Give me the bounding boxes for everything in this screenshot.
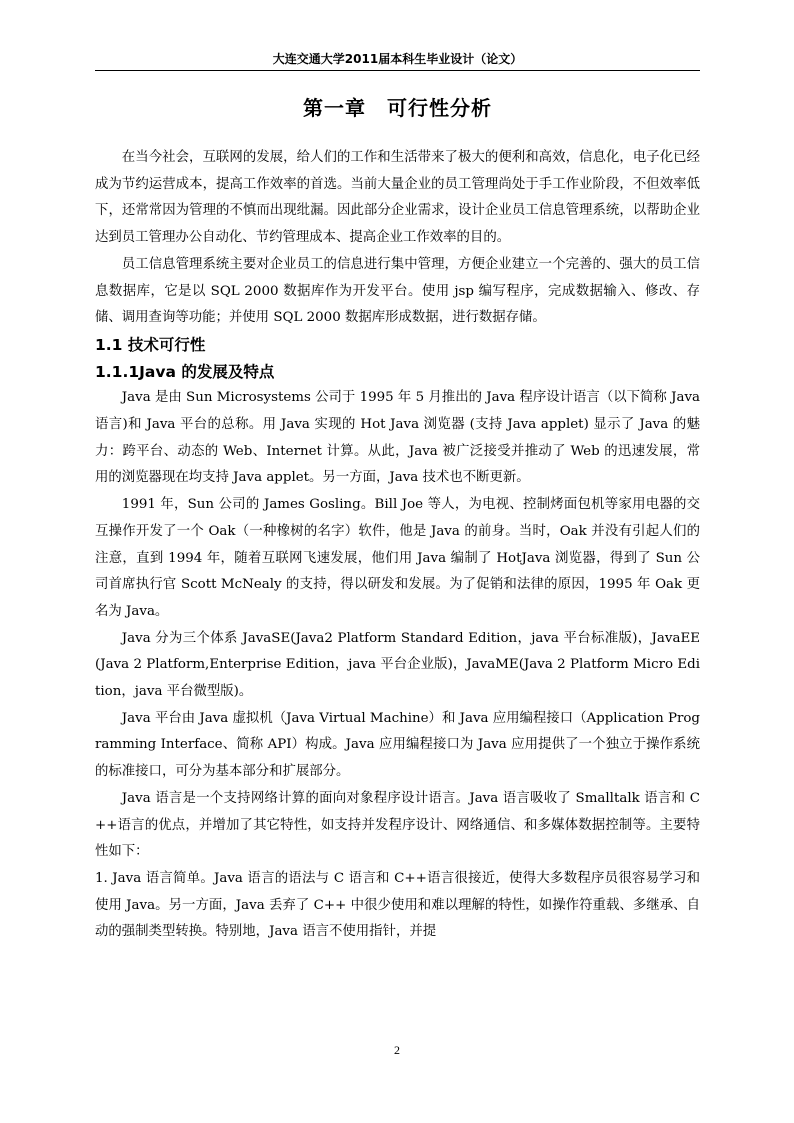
chapter-title: 第一章 可行性分析 xyxy=(303,96,492,120)
paragraph-java-simple: 1. Java 语言简单。Java 语言的语法与 C 语言和 C++语言很接近，使得大多数程序员很容易学习和使用 Java。另一方面，Java 丢弃了 C++ 中很少使用和难以理解的特性，如操作符重载、多继承、自动的强制类型转换。特别地，Java 语言不使用指针，并提 xyxy=(95,870,700,940)
paragraph-java-language: Java 语言是一个支持网络计算的面向对象程序设计语言。Java 语言吸收了 Smalltalk 语言和 C++语言的优点，并增加了其它特性，如支持并发程序设计、网络通信、和多媒体数据控制等。主要特性如下： xyxy=(95,790,700,860)
paragraph-java-platform: Java 平台由 Java 虚拟机（Java Virtual Machine）和 Java 应用编程接口（Application Programming Interface、简称 API）构成。Java 应用编程接口为 Java 应用提供了一个独立于操作系统的标准接口，可分为基本部分和扩展部分。 xyxy=(95,710,700,780)
paragraph-java-editions: Java 分为三个体系 JavaSE(Java2 Platform Standard Edition，java 平台标准版)，JavaEE(Java 2 Platform,Enterprise Edition，java 平台企业版)，JavaME(Java 2 Platform Micro Edition，java 平台微型版)。 xyxy=(95,630,700,700)
running-header: 大连交通大学2011届本科生毕业设计（论文） xyxy=(272,52,523,66)
page-number: 2 xyxy=(394,1043,400,1057)
section-heading-technical-feasibility: 1.1 技术可行性 xyxy=(95,335,206,354)
subsection-heading-java: 1.1.1Java 的发展及特点 xyxy=(95,362,275,381)
paragraph-java-history: 1991 年，Sun 公司的 James Gosling。Bill Joe 等人，为电视、控制烤面包机等家用电器的交互操作开发了一个 Oak（一种橡树的名字）软件，他是 Java 的前身。当时，Oak 并没有引起人们的注意，直到 1994 年，随着互联网飞速发展，他们用 Java 编制了 HotJava 浏览器，得到了 Sun 公司首席执行官 Scott McNealy 的支持，得以研发和发展。为了促销和法律的原因，1995 年 Oak 更名为 Java。 xyxy=(95,497,700,619)
document-body xyxy=(95,145,700,946)
paragraph-java-intro: Java 是由 Sun Microsystems 公司于 1995 年 5 月推出的 Java 程序设计语言（以下简称 Java 语言)和 Java 平台的总称。用 Java 实现的 Hot Java 浏览器 (支持 Java applet) 显示了 Java 的魅力：跨平台、动态的 Web、Internet 计算。从此，Java 被广泛接受并推动了 Web 的迅速发展，常用的浏览器现在均支持 Java applet。另一方面，Java 技术也不断更新。 xyxy=(95,390,700,486)
paragraph-intro: 在当今社会，互联网的发展，给人们的工作和生活带来了极大的便利和高效，信息化，电子化已经成为节约运营成本，提高工作效率的首选。当前大量企业的员工管理尚处于手工作业阶段，不但效率低下，还常常因为管理的不慎而出现纰漏。因此部分企业需求，设计企业员工信息管理系统，以帮助企业达到员工管理办公自动化、节约管理成本、提高企业工作效率的目的。 xyxy=(95,150,700,246)
paragraph-system-overview: 员工信息管理系统主要对企业员工的信息进行集中管理，方便企业建立一个完善的、强大的员工信息数据库，它是以 SQL 2000 数据库作为开发平台。使用 jsp 编写程序，完成数据输入、修改、存储、调用查询等功能；并使用 SQL 2000 数据库形成数据，进行数据存储。 xyxy=(95,256,700,326)
header-divider xyxy=(95,70,700,71)
